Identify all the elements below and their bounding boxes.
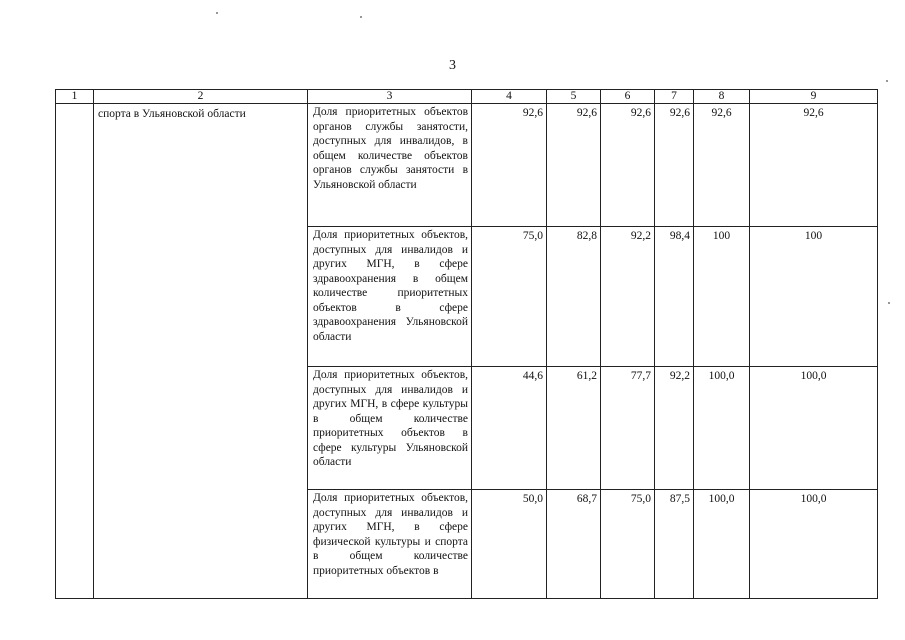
value-cell: 75,0 xyxy=(601,490,655,599)
value-cell: 92,6 xyxy=(601,104,655,227)
value-cell: 68,7 xyxy=(547,490,601,599)
indicators-table xyxy=(55,89,878,599)
scan-speck xyxy=(360,16,362,18)
column-header: 6 xyxy=(601,90,655,104)
indicator-description: Доля приоритетных объектов, доступных для инвалидов и других МГН, в сфере культуры в общем количестве приоритетных объектов в сфере культуры Ульяновской области xyxy=(308,367,472,490)
value-cell: 100,0 xyxy=(694,367,750,490)
value-cell: 75,0 xyxy=(472,227,547,367)
value-cell: 100,0 xyxy=(750,490,878,599)
column-header: 4 xyxy=(472,90,547,104)
column-header: 3 xyxy=(308,90,472,104)
value-cell: 92,6 xyxy=(655,104,694,227)
indicator-description: Доля приоритетных объектов, доступных для инвалидов и других МГН, в сфере физической культуры и спорта в общем количестве приоритетных объектов в xyxy=(308,490,472,599)
value-cell: 92,6 xyxy=(750,104,878,227)
indicator-description: Доля приоритетных объектов органов службы занятости, доступных для инвалидов, в общем количестве объектов органов службы занятости в Ульяновской области xyxy=(308,104,472,227)
row-number-cell xyxy=(56,104,94,599)
value-cell: 50,0 xyxy=(472,490,547,599)
column-header: 9 xyxy=(750,90,878,104)
value-cell: 92,6 xyxy=(547,104,601,227)
column-header: 5 xyxy=(547,90,601,104)
value-cell: 92,2 xyxy=(601,227,655,367)
value-cell: 100 xyxy=(750,227,878,367)
table-header-row xyxy=(56,90,878,104)
scan-speck xyxy=(886,80,888,82)
column-header: 7 xyxy=(655,90,694,104)
column-header: 8 xyxy=(694,90,750,104)
value-cell: 92,2 xyxy=(655,367,694,490)
column-header: 2 xyxy=(94,90,308,104)
value-cell: 100,0 xyxy=(750,367,878,490)
value-cell: 100 xyxy=(694,227,750,367)
page-number: 3 xyxy=(449,58,456,73)
section-label: спорта в Ульяновской области xyxy=(94,104,308,599)
indicator-description: Доля приоритетных объектов, доступных для инвалидов и других МГН, в сфере здравоохранения в общем количестве приоритетных объектов в сфере здравоохранения Ульяновской области xyxy=(308,227,472,367)
value-cell: 77,7 xyxy=(601,367,655,490)
scan-speck xyxy=(888,302,890,304)
table-row xyxy=(56,104,878,227)
value-cell: 44,6 xyxy=(472,367,547,490)
value-cell: 98,4 xyxy=(655,227,694,367)
value-cell: 82,8 xyxy=(547,227,601,367)
value-cell: 61,2 xyxy=(547,367,601,490)
scan-speck xyxy=(216,12,218,14)
value-cell: 87,5 xyxy=(655,490,694,599)
value-cell: 92,6 xyxy=(694,104,750,227)
value-cell: 100,0 xyxy=(694,490,750,599)
column-header: 1 xyxy=(56,90,94,104)
value-cell: 92,6 xyxy=(472,104,547,227)
